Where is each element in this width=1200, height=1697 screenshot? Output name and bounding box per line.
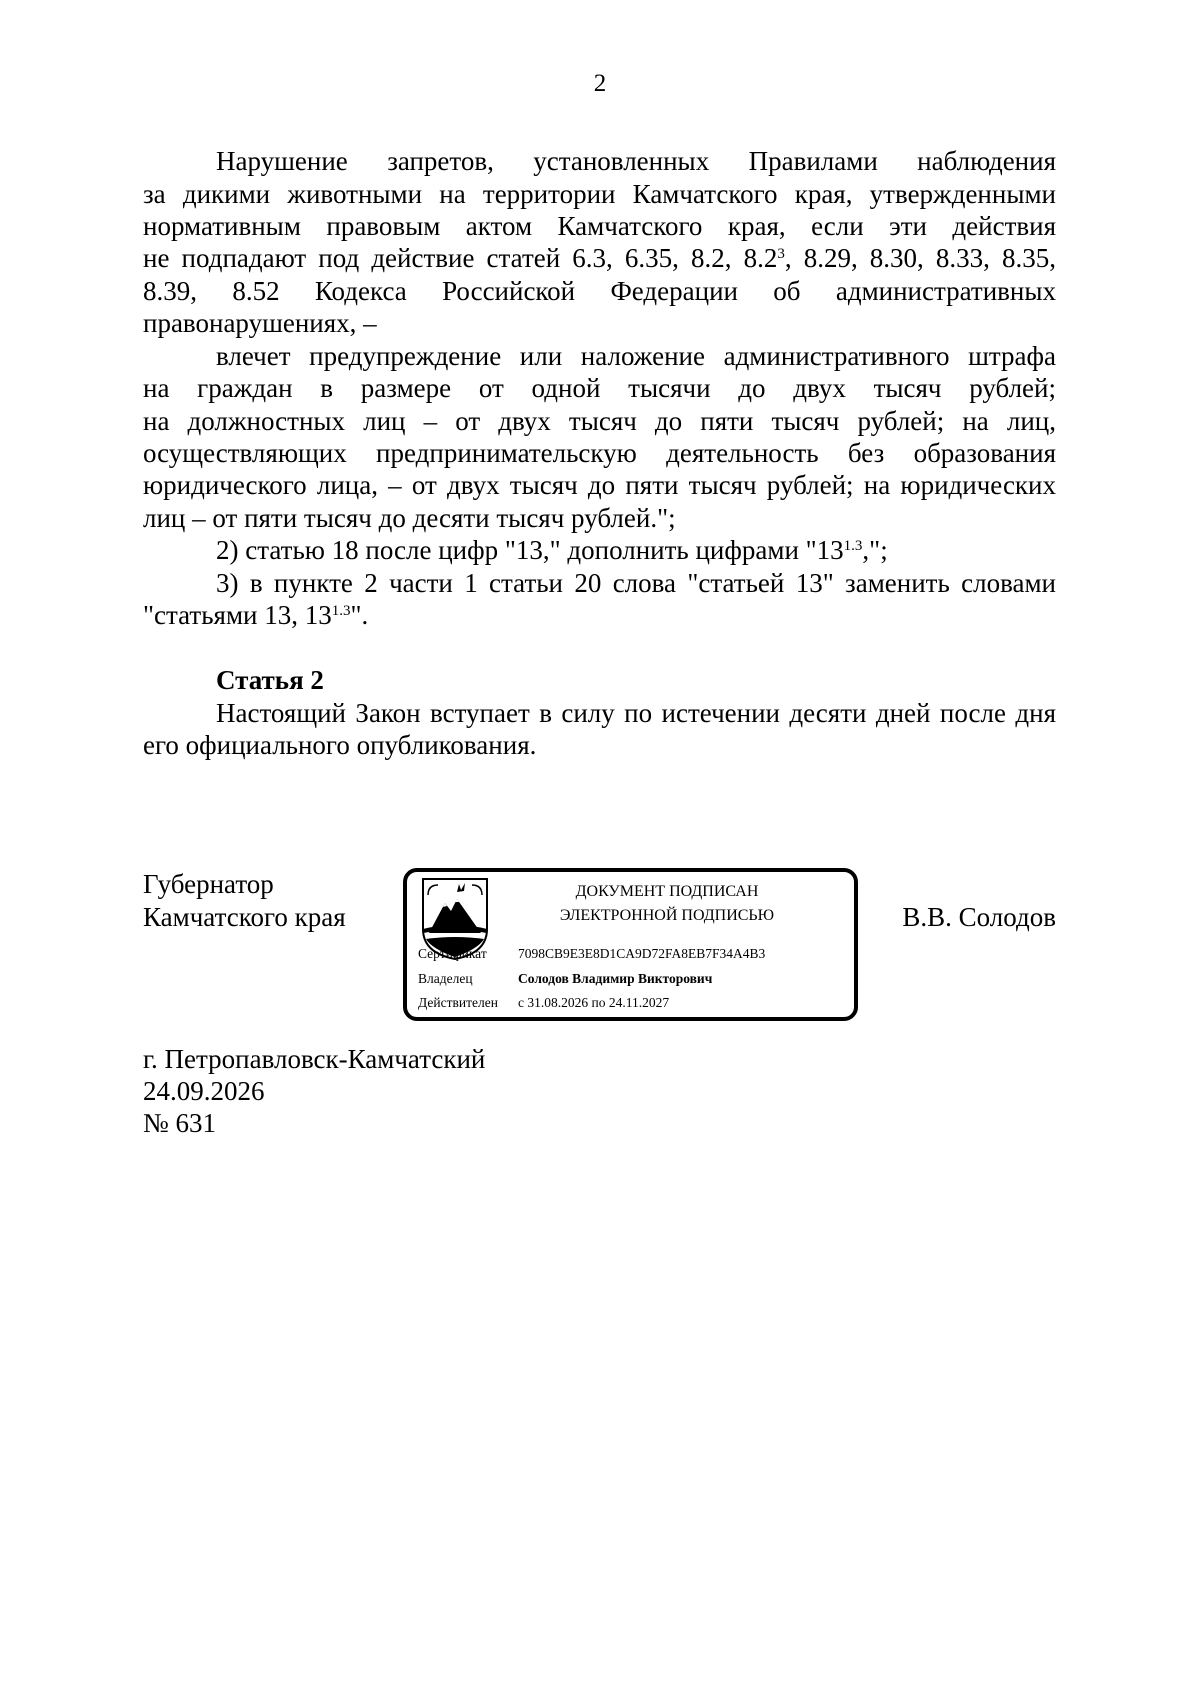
stamp-certificate-row <box>418 945 765 962</box>
para1-line4 <box>143 242 1056 274</box>
stamp-validity-value: с 31.08.2026 по 24.11.2027 <box>518 995 670 1010</box>
item2-text-b: ,"; <box>862 535 888 565</box>
document-date: 24.09.2026 <box>143 1076 265 1106</box>
para2-line3: на должностных лиц – от двух тысяч до пяти тысяч рублей; на лиц, <box>143 406 1056 436</box>
signatory-name: В.В. Солодов <box>902 902 1056 932</box>
para2-line4: осуществляющих предпринимательскую деятельность без образования <box>143 438 1056 468</box>
item3-line2 <box>143 599 1056 631</box>
page-number: 2 <box>593 70 607 97</box>
stamp-validity-row <box>418 994 669 1011</box>
item3-line2-superscript: 1.3 <box>331 603 351 619</box>
item3-line2-text-b: ". <box>350 600 369 630</box>
para2-line6: лиц – от пяти тысяч до десяти тысяч рублей."; <box>143 503 676 533</box>
article2-line1: Настоящий Закон вступает в силу по истечении десяти дней после дня <box>216 698 1056 728</box>
para1-line2: за дикими животными на территории Камчатского края, утвержденными <box>143 179 1056 209</box>
stamp-title-line2: ЭЛЕКТРОННОЙ ПОДПИСЬЮ <box>559 907 775 924</box>
para1-line4-text-a: не подпадают под действие статей 6.3, 6.35, 8.2, 8.2 <box>143 243 778 273</box>
item3-line2-text-a: "статьями 13, 13 <box>143 600 332 630</box>
para1-line4-text-b: , 8.29, 8.30, 8.33, 8.35, <box>784 243 1056 273</box>
stamp-owner-label: Владелец <box>418 971 473 986</box>
para2-line5: юридического лица, – от двух тысяч до пяти тысяч рублей; на юридических <box>143 470 1056 500</box>
item2-line <box>216 534 1056 566</box>
para1-line4-superscript: 3 <box>777 246 785 262</box>
stamp-certificate-label: Сертификат <box>418 946 487 961</box>
item3-line1: 3) в пункте 2 части 1 статьи 20 слова "статьей 13" заменить словами <box>216 568 1056 598</box>
article2-heading: Статья 2 <box>216 665 324 695</box>
stamp-title-line1: ДОКУМЕНТ ПОДПИСАН <box>575 883 759 900</box>
stamp-owner-row <box>418 970 712 987</box>
signatory-position-line1: Губернатор <box>143 869 274 899</box>
para1-line3: нормативным правовым актом Камчатского края, если эти действия <box>143 211 1056 241</box>
stamp-owner-value: Солодов Владимир Викторович <box>518 971 713 986</box>
place-of-signing: г. Петропавловск-Камчатский <box>143 1044 486 1074</box>
stamp-certificate-value: 7098CB9E3E8D1CA9D72FA8EB7F34A4B3 <box>518 946 766 961</box>
para2-line1: влечет предупреждение или наложение административного штрафа <box>216 341 1056 371</box>
item2-text-a: 2) статью 18 после цифр "13," дополнить цифрами "13 <box>216 535 844 565</box>
para1-line5: 8.39, 8.52 Кодекса Российской Федерации об административных <box>143 276 1056 306</box>
signatory-position-line2: Камчатского края <box>143 902 346 932</box>
document-number: № 631 <box>143 1108 217 1138</box>
stamp-validity-label: Действителен <box>418 995 498 1010</box>
electronic-signature-stamp <box>403 868 858 1021</box>
article2-line2: его официального опубликования. <box>143 730 537 760</box>
item2-superscript: 1.3 <box>843 538 863 554</box>
para1-line1: Нарушение запретов, установленных Правилами наблюдения <box>216 146 1056 176</box>
para2-line2: на граждан в размере от одной тысячи до двух тысяч рублей; <box>143 373 1056 403</box>
para1-line6: правонарушениях, – <box>143 308 377 338</box>
